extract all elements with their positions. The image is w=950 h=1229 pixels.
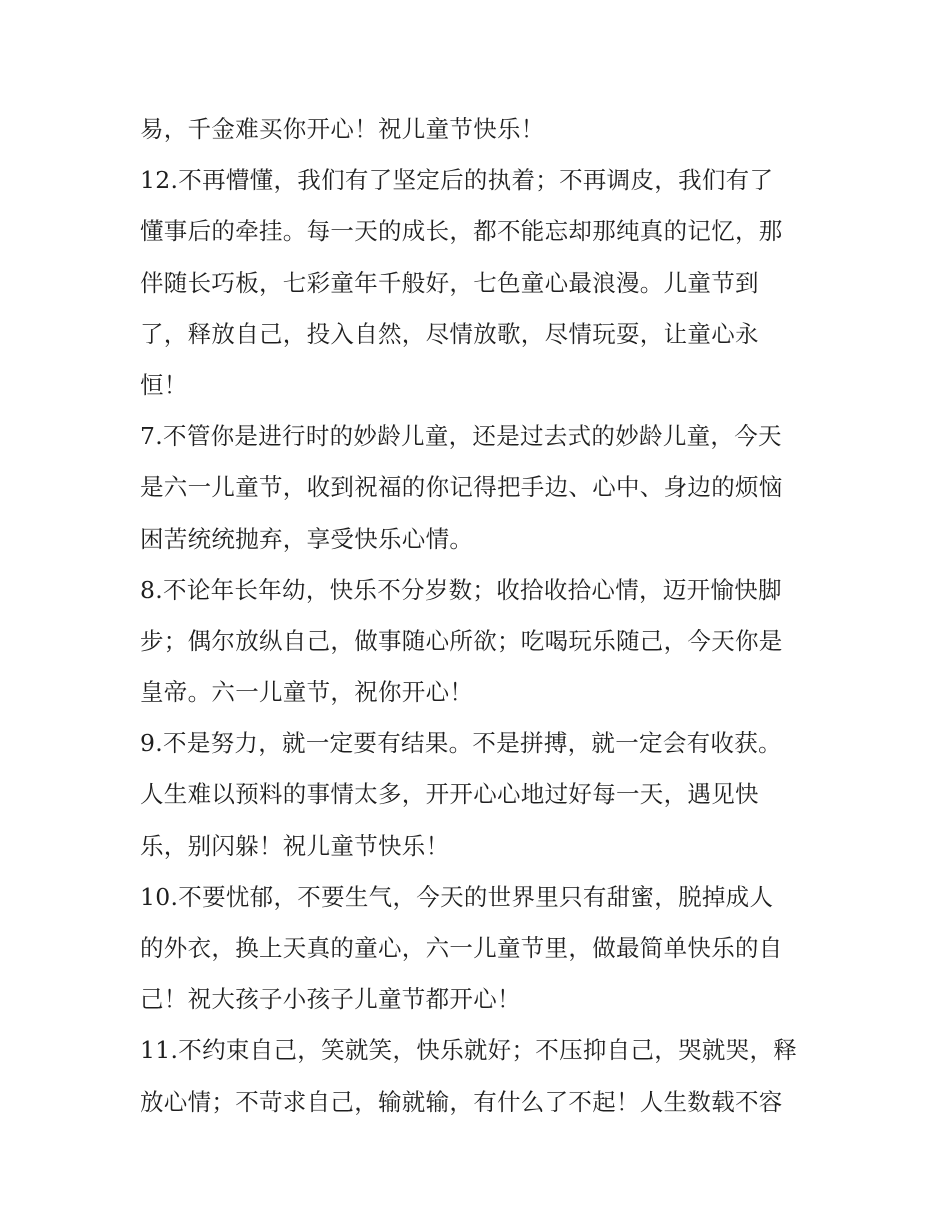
text-line: 了，释放自己，投入自然，尽情放歌，尽情玩耍，让童心永 — [140, 319, 759, 348]
text-line: 乐，别闪躲！祝儿童节快乐！ — [140, 831, 450, 860]
text-line: 己！祝大孩子小孩子儿童节都开心！ — [140, 985, 521, 1014]
text-line: 12.不再懵懂，我们有了坚定后的执着；不再调皮，我们有了 — [140, 166, 774, 195]
text-line: 困苦统统抛弃，享受快乐心情。 — [140, 524, 474, 553]
text-line: 8.不论年长年幼，快乐不分岁数；收拾收拾心情，迈开愉快脚 — [140, 575, 782, 604]
text-line: 人生难以预料的事情太多，开开心心地过好每一天，遇见快 — [140, 780, 759, 809]
text-line: 10.不要忧郁，不要生气，今天的世界里只有甜蜜，脱掉成人 — [140, 882, 774, 911]
text-line: 步；偶尔放纵自己，做事随心所欲；吃喝玩乐随己，今天你是 — [140, 626, 783, 655]
text-line: 伴随长巧板，七彩童年千般好，七色童心最浪漫。儿童节到 — [140, 268, 759, 297]
text-line: 9.不是努力，就一定要有结果。不是拼搏，就一定会有收获。 — [140, 729, 782, 758]
text-line: 7.不管你是进行时的妙龄儿童，还是过去式的妙龄儿童，今天 — [140, 422, 782, 451]
text-line: 懂事后的牵挂。每一天的成长，都不能忘却那纯真的记忆，那 — [140, 217, 783, 246]
text-line: 恒！ — [140, 370, 188, 399]
text-line: 易，千金难买你开心！祝儿童节快乐！ — [140, 115, 545, 143]
text-line: 是六一儿童节，收到祝福的你记得把手边、心中、身边的烦恼 — [140, 473, 783, 502]
text-line: 的外衣，换上天真的童心，六一儿童节里，做最简单快乐的自 — [140, 934, 783, 962]
document-body — [140, 104, 820, 1128]
text-line: 皇帝。六一儿童节，祝你开心！ — [140, 678, 474, 707]
text-line: 放心情；不苛求自己，输就输，有什么了不起！人生数载不容 — [140, 1087, 783, 1116]
text-line: 11.不约束自己，笑就笑，快乐就好；不压抑自己，哭就哭，释 — [140, 1036, 798, 1065]
